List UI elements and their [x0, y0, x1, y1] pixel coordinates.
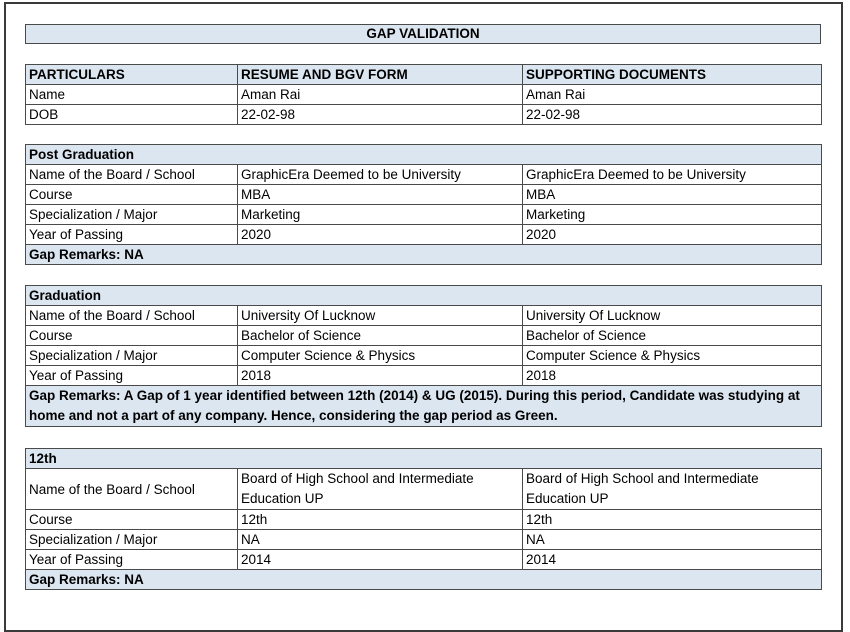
table-row — [26, 85, 822, 105]
resume-cell: Marketing — [238, 205, 523, 225]
table-row — [26, 185, 822, 205]
section-heading: 12th — [26, 449, 822, 469]
label-cell: Course — [26, 185, 238, 205]
supporting-cell: 2020 — [523, 225, 822, 245]
resume-cell: 2020 — [238, 225, 523, 245]
table-row — [26, 510, 822, 530]
header-resume: RESUME AND BGV FORM — [238, 65, 523, 85]
gap-remarks: Gap Remarks: NA — [26, 570, 822, 590]
label-cell: Name of the Board / School — [26, 306, 238, 326]
supporting-cell: GraphicEra Deemed to be University — [523, 165, 822, 185]
table-row — [26, 225, 822, 245]
supporting-cell: 22-02-98 — [523, 105, 822, 125]
label-cell: Specialization / Major — [26, 346, 238, 366]
supporting-cell: Aman Rai — [523, 85, 822, 105]
table-row — [26, 366, 822, 386]
label-cell: Year of Passing — [26, 225, 238, 245]
table-row — [26, 469, 822, 510]
supporting-cell: University Of Lucknow — [523, 306, 822, 326]
table-row — [26, 550, 822, 570]
resume-cell: 12th — [238, 510, 523, 530]
label-cell: Name of the Board / School — [26, 165, 238, 185]
resume-cell: NA — [238, 530, 523, 550]
label-cell: Year of Passing — [26, 550, 238, 570]
resume-cell: GraphicEra Deemed to be University — [238, 165, 523, 185]
supporting-cell: NA — [523, 530, 822, 550]
graduation-table — [25, 285, 822, 427]
resume-cell: Board of High School and Intermediate Education UP — [238, 469, 523, 510]
post-graduation-table — [25, 144, 822, 265]
gap-remarks: Gap Remarks: NA — [26, 245, 822, 265]
resume-cell: University Of Lucknow — [238, 306, 523, 326]
label-cell: Year of Passing — [26, 366, 238, 386]
label-cell: Name — [26, 85, 238, 105]
resume-cell: 22-02-98 — [238, 105, 523, 125]
gap-remarks: Gap Remarks: A Gap of 1 year identified between 12th (2014) & UG (2015). During this period, Candidate was studying at home and not a part of any company. Hence, considering the gap period as Green. — [26, 386, 822, 427]
label-cell: Specialization / Major — [26, 530, 238, 550]
resume-cell: 2014 — [238, 550, 523, 570]
label-cell: Course — [26, 326, 238, 346]
resume-cell: Bachelor of Science — [238, 326, 523, 346]
header-supporting: SUPPORTING DOCUMENTS — [523, 65, 822, 85]
label-cell: DOB — [26, 105, 238, 125]
table-row — [26, 530, 822, 550]
page-title: GAP VALIDATION — [25, 24, 821, 44]
table-row — [26, 205, 822, 225]
supporting-cell: Marketing — [523, 205, 822, 225]
table-row — [26, 306, 822, 326]
resume-cell: MBA — [238, 185, 523, 205]
resume-cell: Aman Rai — [238, 85, 523, 105]
label-cell: Specialization / Major — [26, 205, 238, 225]
table-row — [26, 346, 822, 366]
supporting-cell: 2014 — [523, 550, 822, 570]
table-row — [26, 326, 822, 346]
table-row — [26, 165, 822, 185]
personal-header-row — [26, 65, 822, 85]
label-cell: Name of the Board / School — [26, 469, 238, 510]
supporting-cell: Bachelor of Science — [523, 326, 822, 346]
supporting-cell: Board of High School and Intermediate Education UP — [523, 469, 822, 510]
resume-cell: Computer Science & Physics — [238, 346, 523, 366]
supporting-cell: 12th — [523, 510, 822, 530]
supporting-cell: Computer Science & Physics — [523, 346, 822, 366]
supporting-cell: MBA — [523, 185, 822, 205]
resume-cell: 2018 — [238, 366, 523, 386]
personal-table — [25, 64, 822, 125]
section-heading: Post Graduation — [26, 145, 822, 165]
twelfth-table — [25, 448, 822, 590]
table-row — [26, 105, 822, 125]
supporting-cell: 2018 — [523, 366, 822, 386]
label-cell: Course — [26, 510, 238, 530]
section-heading: Graduation — [26, 286, 822, 306]
header-particulars: PARTICULARS — [26, 65, 238, 85]
